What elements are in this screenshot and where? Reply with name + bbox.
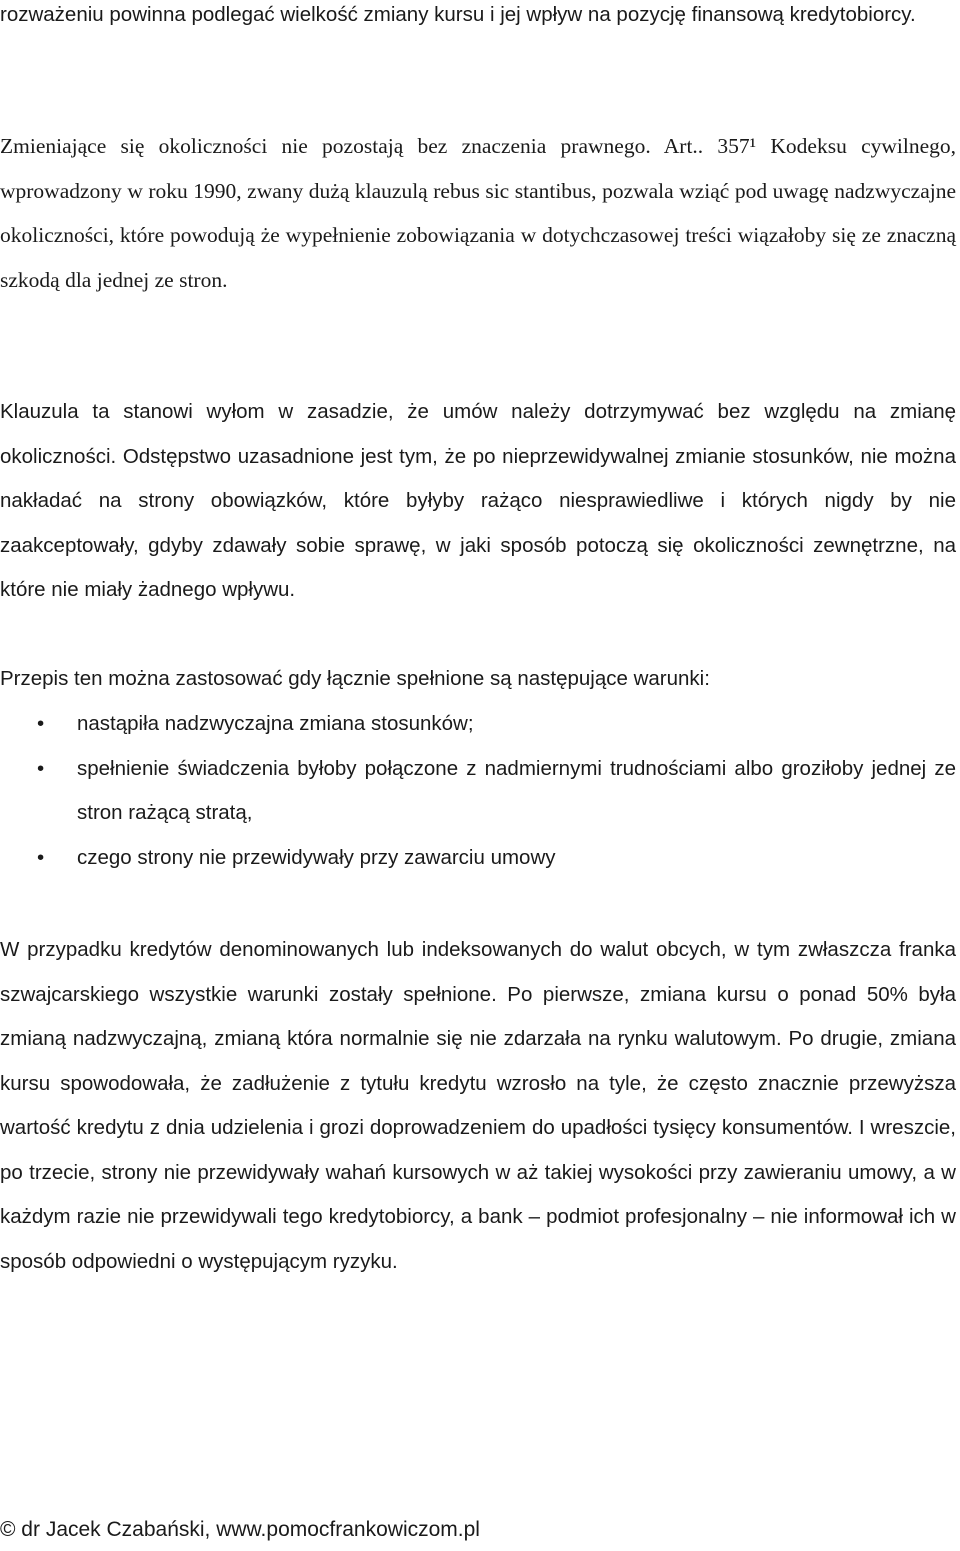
list-item-text: czego strony nie przewidywały przy zawarciu umowy	[77, 845, 556, 869]
list-item-text: spełnienie świadczenia byłoby połączone z nadmiernymi trudnościami albo groziłoby jednej ze stron rażącą stratą,	[77, 756, 956, 824]
bullet-icon: •	[37, 845, 45, 869]
bullet-icon: •	[37, 756, 45, 780]
paragraph-5: W przypadku kredytów denominowanych lub indeksowanych do walut obcych, w tym zwłaszcza franka szwajcarskiego wszystkie warunki zostały spełnione. Po pierwsze, zmiana kursu o ponad 50% była zmianą nadzwyczajną, zmianą która normalnie się nie zdarzała na rynku walutowym. Po drugie, zmiana kursu spowodowała, że zadłużenie z tytułu kredytu wzrosło na tyle, że często znacznie przewyższa wartość kredytu z dnia udzielenia i grozi doprowadzeniem do upadłości tysięcy konsumentów. I wreszcie, po trzecie, strony nie przewidywały wahań kursowych w aż takiej wysokości przy zawieraniu umowy, a w każdym razie nie przewidywali tego kredytobiorcy, a bank – podmiot profesjonalny – nie informował ich w sposób odpowiedni o występującym ryzyku.	[0, 938, 956, 1273]
bullet-icon: •	[37, 712, 45, 735]
paragraph-4: Przepis ten można zastosować gdy łącznie spełnione są następujące warunki:	[0, 667, 710, 690]
list-item-text: nastąpiła nadzwyczajna zmiana stosunków;	[77, 712, 474, 735]
paragraph-3: Klauzula ta stanowi wyłom w zasadzie, że umów należy dotrzymywać bez względu na zmianę okoliczności. Odstępstwo uzasadnione jest tym, że po nieprzewidywalnej zmianie stosunków, nie można nakładać na strony obowiązków, które byłyby rażąco niesprawiedliwe i których nigdy by nie zaakceptowały, gdyby zdawały sobie sprawę, w jaki sposób potoczą się okoliczności zewnętrzne, na które nie miały żadnego wpływu.	[0, 400, 956, 601]
list-item	[0, 747, 956, 836]
footer-copyright: © dr Jacek Czabański, www.pomocfrankowiczom.pl	[0, 1518, 480, 1541]
list-item	[0, 702, 956, 747]
list-item	[0, 836, 956, 881]
paragraph-2: Zmieniające się okoliczności nie pozostają bez znaczenia prawnego. Art.. 357¹ Kodeksu cywilnego, wprowadzony w roku 1990, zwany dużą klauzulą rebus sic stantibus, pozwala wziąć pod uwagę nadzwyczajne okoliczności, które powodują że wypełnienie zobowiązania w dotychczasowej treści wiązałoby się ze znaczną szkodą dla jednej ze stron.	[0, 134, 956, 292]
paragraph-1: rozważeniu powinna podlegać wielkość zmiany kursu i jej wpływ na pozycję finansową kredytobiorcy.	[0, 3, 916, 26]
conditions-list	[0, 702, 956, 880]
